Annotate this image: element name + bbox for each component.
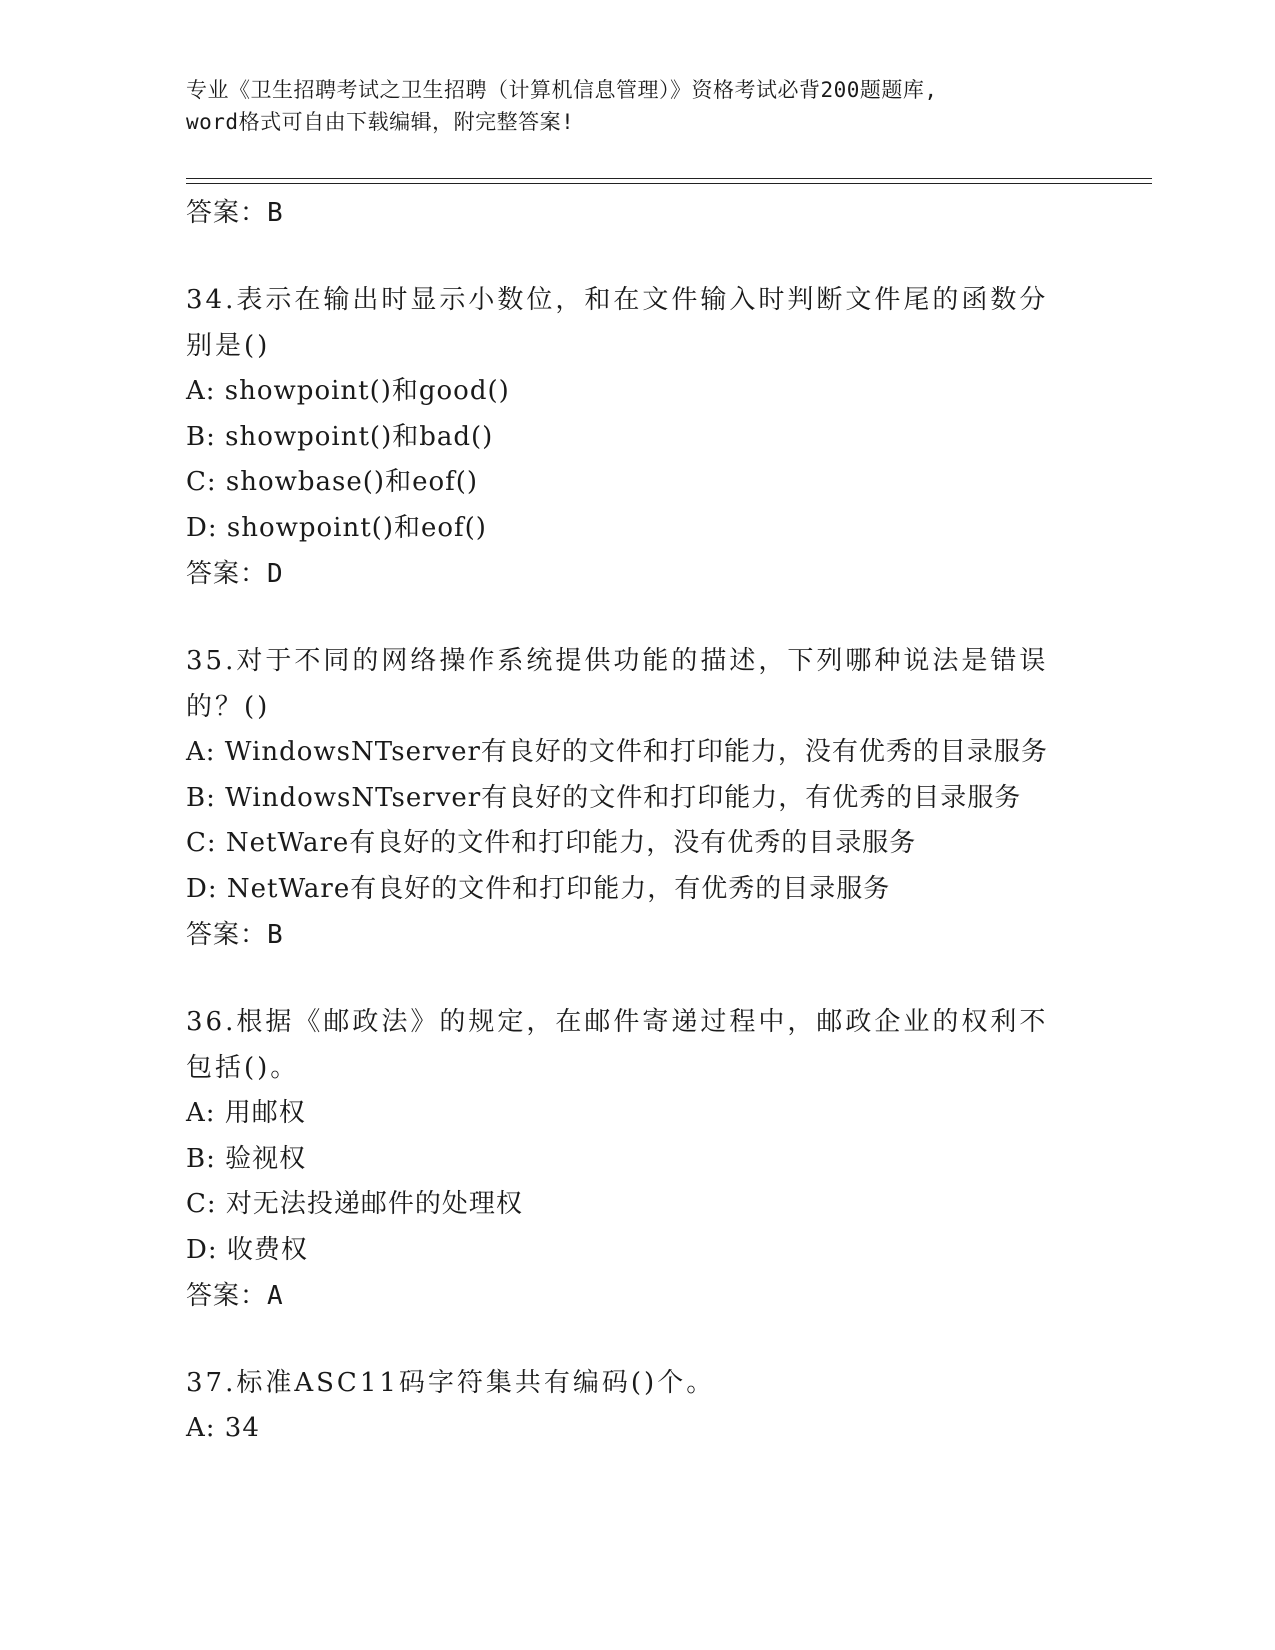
option-a: A: showpoint()和good(): [186, 376, 510, 406]
page-header: [186, 74, 1086, 138]
option-a: A: 34: [186, 1413, 260, 1443]
question-text: 36.根据《邮政法》的规定，在邮件寄递过程中，邮政企业的权利不包括()。: [186, 1007, 1049, 1083]
option-c: C: 对无法投递邮件的处理权: [186, 1189, 523, 1219]
option-d: D: showpoint()和eof(): [186, 512, 487, 543]
question-text: 34.表示在输出时显示小数位，和在文件输入时判断文件尾的函数分别是(): [186, 285, 1049, 361]
option-a: A: WindowsNTserver有良好的文件和打印能力，没有优秀的目录服务: [186, 737, 1048, 767]
question-text: 37.标准ASC11码字符集共有编码()个。: [186, 1368, 716, 1398]
option-b: B: showpoint()和bad(): [186, 421, 494, 452]
answer-line: 答案：B: [186, 198, 284, 228]
question-block: [186, 999, 1086, 1319]
question-block: [186, 277, 1086, 597]
question-list: [186, 190, 1086, 1452]
option-c: C: NetWare有良好的文件和打印能力，没有优秀的目录服务: [186, 828, 917, 858]
option-b: B: 验视权: [186, 1143, 307, 1174]
answer-line: 答案：D: [186, 559, 284, 589]
option-c: C: showbase()和eof(): [186, 467, 479, 497]
question-text: 35.对于不同的网络操作系统提供功能的描述，下列哪种说法是错误的？(): [186, 646, 1049, 722]
answer-line: 答案：B: [186, 920, 284, 950]
option-d: D: NetWare有良好的文件和打印能力，有优秀的目录服务: [186, 873, 891, 904]
header-line-2: word格式可自由下载编辑，附完整答案!: [186, 110, 575, 134]
option-b: B: WindowsNTserver有良好的文件和打印能力，有优秀的目录服务: [186, 782, 1022, 813]
question-block: [186, 638, 1086, 958]
option-a: A: 用邮权: [186, 1098, 306, 1128]
header-rule-top: [186, 178, 1152, 179]
answer-line: 答案：A: [186, 1281, 284, 1311]
header-rule-bottom: [186, 183, 1152, 184]
header-line-1: 专业《卫生招聘考试之卫生招聘（计算机信息管理）》资格考试必背200题题库,: [186, 78, 938, 102]
option-d: D: 收费权: [186, 1234, 308, 1265]
question-block: [186, 1360, 1086, 1452]
